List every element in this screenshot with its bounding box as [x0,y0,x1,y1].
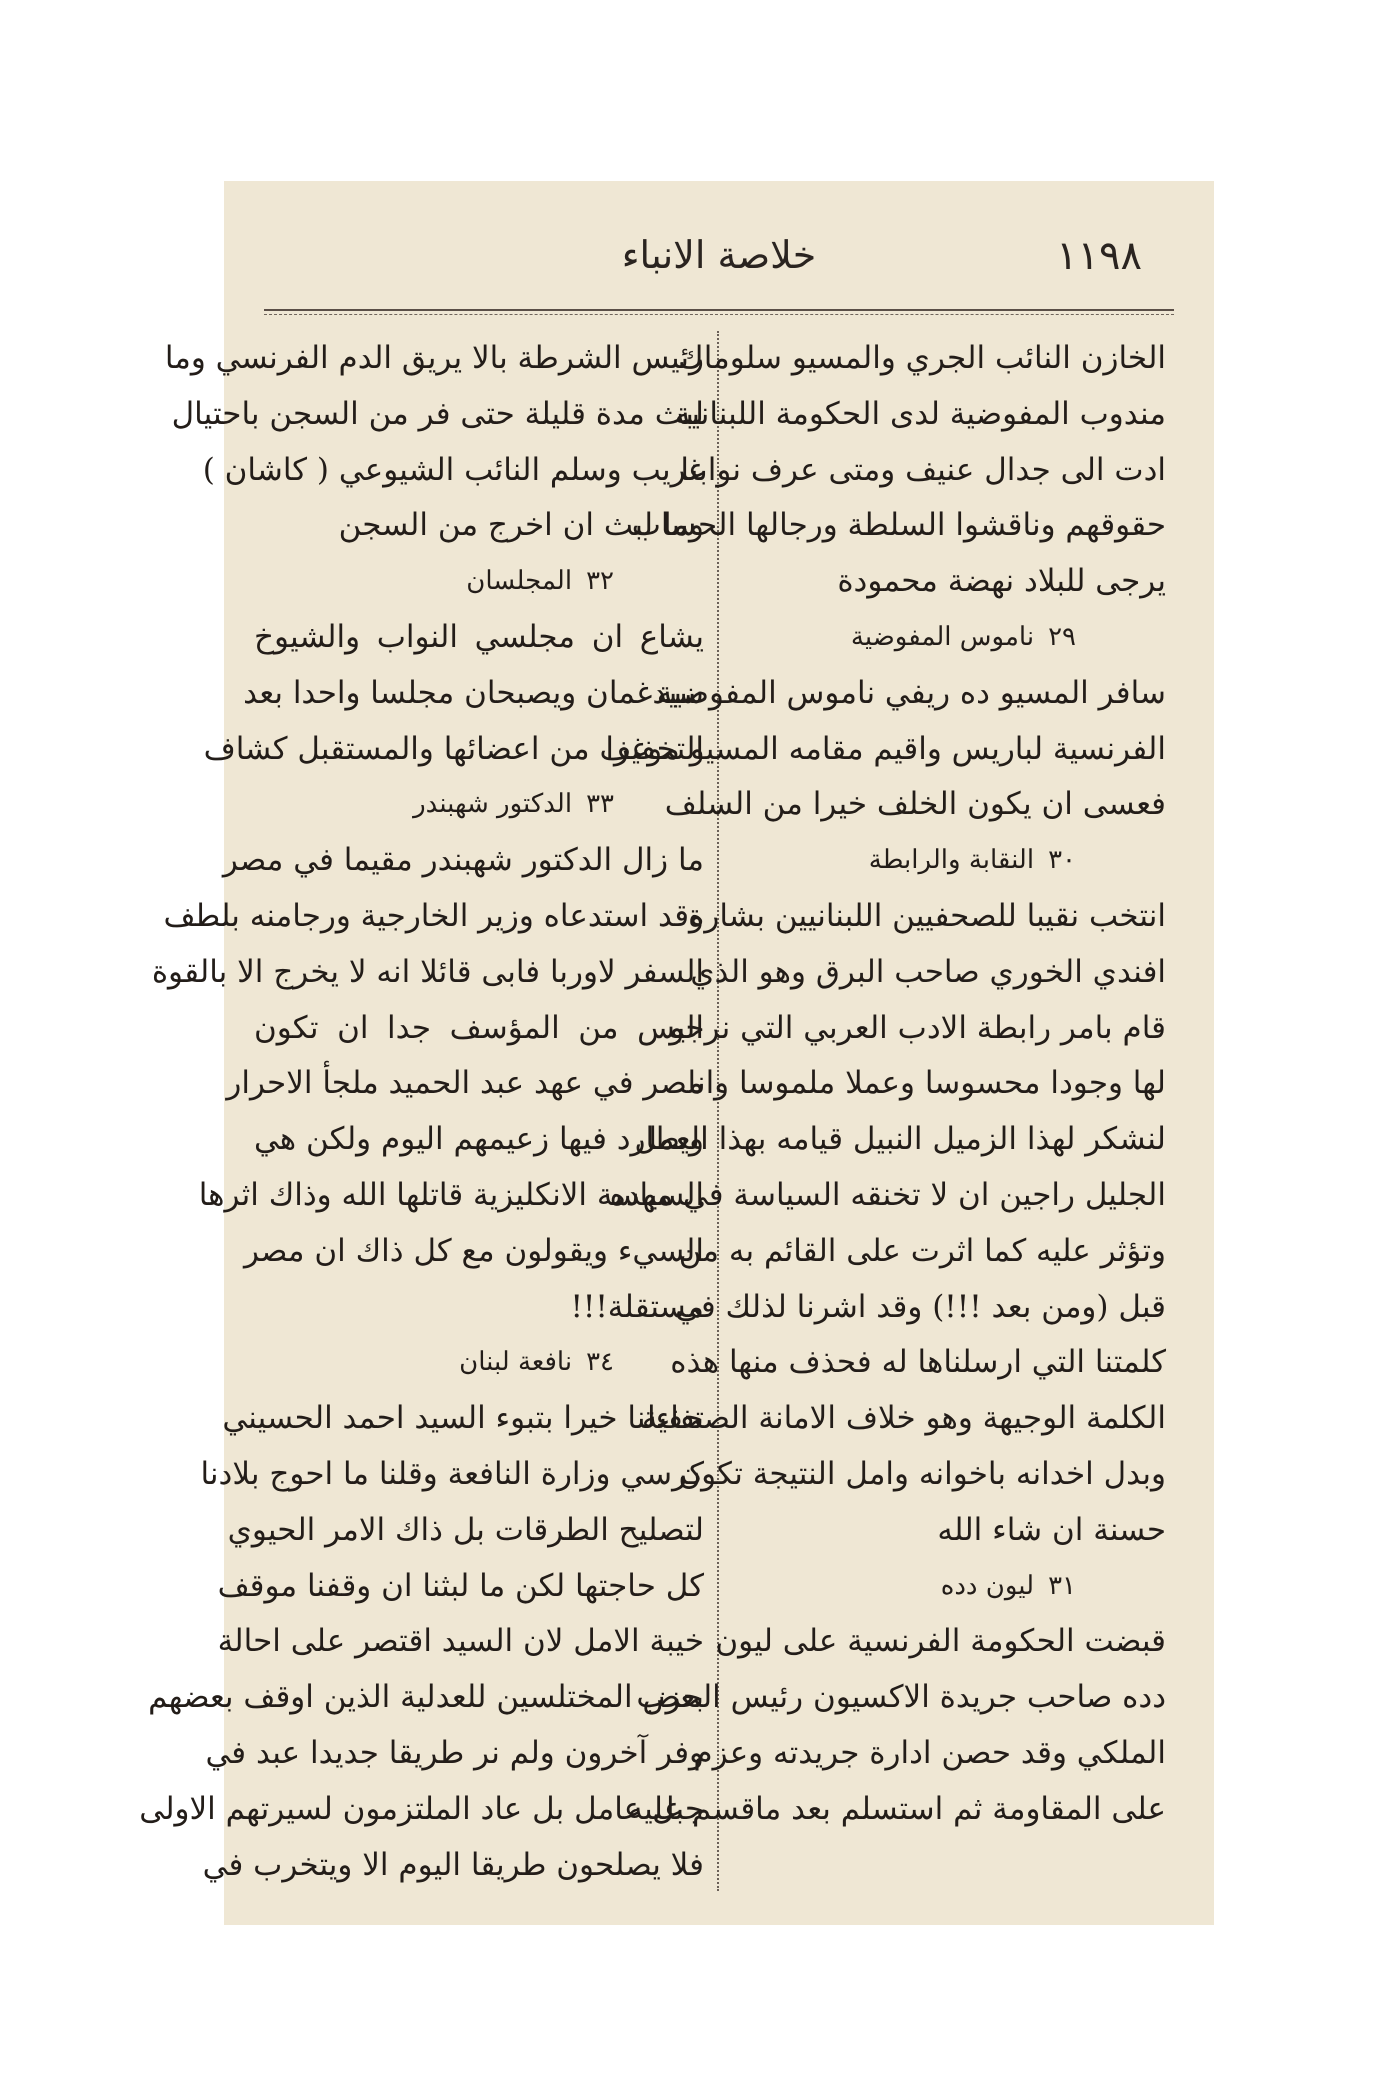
running-title: خلاصة الانباء [621,233,817,277]
section-number: ٣٤ [586,1347,614,1378]
text-line: قبضت الحكومة الفرنسية على ليون [715,1623,1166,1660]
section-title: الدكتور شهبندر [413,789,573,820]
text-line: لها وجودا محسوسا وعملا ملموسا وانا [687,1065,1166,1102]
section-heading [254,554,704,610]
text-line: لتصليح الطرقات بل ذاك الامر الحيوي [227,1511,704,1548]
text-line: رئيس الشرطة بالا يريق الدم الفرنسي وما [164,340,704,376]
text-line: وفر آخرون ولم نر طريقا جديدا عبد في [205,1734,704,1771]
text-line: السياسة الانكليزية قاتلها الله وذاك اثرها [198,1176,704,1213]
text-line: الملكي وقد حصن ادارة جريدته وعزم [693,1734,1166,1771]
text-line: كرسي وزارة النافعة وقلنا ما احوج بلادنا [200,1455,704,1492]
text-line: دده صاحب جريدة الاكسيون رئيس الحزب [636,1679,1166,1716]
text-line: غريب وسلم النائب الشيوعي ( كاشان ) [202,451,704,488]
text-line: فعسى ان يكون الخلف خيرا من السلف [664,786,1166,823]
section-heading [726,610,1166,666]
text-line: كلمتنا التي ارسلناها له فحذف منها هذه [670,1344,1166,1381]
text-line: مستقلة!!! [570,1288,704,1325]
section-heading [254,777,704,833]
section-title: النقابة والرابطة [868,845,1035,876]
text-line: وتؤثر عليه كما اثرت على القائم به من [678,1232,1166,1269]
text-line: خيبة الامل لان السيد اقتصر على احالة [217,1623,704,1660]
section-title: ليون دده [940,1570,1035,1601]
section-number: ٣٠ [1048,845,1076,876]
text-line: بعض المختلسين للعدلية الذين اوقف بعضهم [148,1679,704,1716]
page-number: ١١٩٨ [1056,233,1142,279]
text-line: ويطارد فيها زعيمهم اليوم ولكن هي [253,1121,704,1158]
section-number: ٢٩ [1048,621,1076,652]
section-number: ٣٢ [586,566,614,597]
page-header [224,233,1214,293]
text-line: السفر لاوربا فابى قائلا انه لا يخرج الا بالقوة [151,953,704,990]
text-line: لبث مدة قليلة حتى فر من السجن باحتيال [171,395,704,432]
text-line: كل حاجتها لكن ما لبثنا ان وقفنا موقف [217,1567,704,1604]
text-line: الفرنسية لباريس واقيم مقامه المسيو موغرا [605,730,1166,767]
text-line: حقوقهم وناقشوا السلطة ورجالها الحساب [631,507,1166,544]
text-line: على المقاومة ثم استسلم بعد ماقسم عليه [627,1790,1166,1827]
section-title: ناموس المفوضية [850,621,1035,652]
text-line: يشاع ان مجلسي النواب والشيوخ [254,618,704,655]
text-line: ما زال الدكتور شهبندر مقيما في مصر [222,842,704,879]
text-line: حسنة ان شاء الله [937,1511,1166,1548]
scanned-page [139,181,1214,1925]
text-line: وبدل اخدانه باخوانه وامل النتيجة تكون [678,1455,1166,1492]
text-line: سافر المسيو ده ريفي ناموس المفوضية [656,674,1166,711]
left-column [139,331,704,1893]
text-line: التخفيف من اعضائها والمستقبل كشاف [203,730,704,767]
text-line: السيء ويقولون مع كل ذاك ان مصر [243,1232,704,1269]
section-heading [726,1559,1166,1615]
text-line: انتخب نقيبا للصحفيين اللبنانيين بشارة [688,897,1166,934]
text-line: افندي الخوري صاحب البرق وهو الذي [690,953,1166,990]
text-line: مندوب المفوضية لدى الحكومة اللبنانية [674,395,1166,432]
text-line: جبل عامل بل عاد الملتزمون لسيرتهم الاولى [139,1790,704,1827]
text-line: وما لبث ان اخرج من السجن [338,507,704,544]
text-line: ادت الى جدال عنيف ومتى عرف نوابنا [680,451,1166,488]
text-line: الكلمة الوجيهة وهو خلاف الامانة الصحفية [641,1400,1166,1437]
text-line: الخازن النائب الجري والمسيو سلوماك [678,340,1166,376]
section-heading [726,833,1166,889]
section-heading [254,1335,704,1391]
section-number: ٣٣ [586,789,614,820]
text-line: قام بامر رابطة الادب العربي التي نرجو [669,1009,1166,1046]
text-line: قبل (ومن بعد !!!) وقد اشرنا لذلك في [675,1288,1166,1325]
text-line: مصر في عهد عبد الحميد ملجأ الاحرار [226,1065,704,1102]
text-line: وقد استدعاه وزير الخارجية ورجامنه بلطف [163,897,704,934]
text-line: يرجى للبلاد نهضة محمودة [837,563,1166,600]
section-title: المجلسان [466,566,573,597]
text-line: الجليل راجين ان لا تخنقه السياسة في مهده [609,1176,1166,1213]
section-title: نافعة لبنان [459,1347,573,1378]
section-number: ٣١ [1048,1570,1076,1601]
text-line: فلا يصلحون طريقا اليوم الا ويتخرب في [202,1846,704,1883]
text-line: اليس من المؤسف جدا ان تكون [254,1009,704,1046]
header-rule-dashed [264,314,1174,315]
text-line: سيدغمان ويصبحان مجلسا واحدا بعد [243,674,704,711]
text-line: تفاءلنا خيرا بتبوء السيد احمد الحسيني [222,1400,704,1437]
header-rule [264,309,1174,311]
text-line: لنشكر لهذا الزميل النبيل قيامه بهذا العمل [634,1121,1166,1158]
